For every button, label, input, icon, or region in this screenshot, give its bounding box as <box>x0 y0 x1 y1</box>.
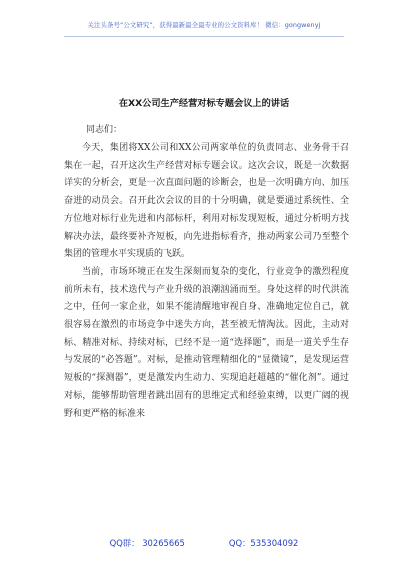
header-banner: 关注头条号“公文研究”，获得最新最全最专业的公文资料库！ 微信：gongwenyj <box>87 21 321 29</box>
footer-contact <box>0 537 408 549</box>
header-divider <box>64 36 344 37</box>
paragraph-1: 今天，集团将XX公司和XX公司两家单位的负责同志、业务骨干召集在一起，召开这次生产经营对标专题会议。这次会议，既是一次数据详实的分析会，更是一次直面问题的诊断会，也是一次明确方向、加压奋进的动员会。召开此次会议的目的十分明确，就是要通过系统性、全方位地对标行业先进和内部标杆，利用对标发现短板，通过分析明方找解决办法，最终要补齐短板，向先进指标看齐，推动两家公司乃至整个集团的管理水平实现质的飞跃。 <box>64 143 349 260</box>
document-title: 在XX公司生产经营对标专题会议上的讲话 <box>118 98 290 109</box>
document-body <box>64 140 349 423</box>
footer-qq-group: QQ群： 30265665 <box>109 538 185 548</box>
paragraph-2: 当前，市场环境正在发生深刻而复杂的变化，行业竞争的激烈程度前所未有，技术迭代与产业升级的浪潮汹涌而至。身处这样的时代洪流之中，任何一家企业，如果不能清醒地审视自身、准确地定位自己，就很容易在激烈的市场竞争中迷失方向，甚至被无情淘汰。因此，主动对标、精准对标、持续对标，已经不是一道“选择题”，而是一道关乎生存与发展的“必答题”。对标，是推动管理精细化的“显微镜”，是发现运营短板的“探测器”，更是激发内生动力、实现追赶超越的“催化剂”。通过对标，能够帮助管理者跳出固有的思维定式和经验束缚，以更广阔的视野和更严格的标准来 <box>64 266 349 419</box>
footer-qq-number: QQ：535304092 <box>228 538 299 548</box>
salutation: 同志们： <box>86 125 123 135</box>
